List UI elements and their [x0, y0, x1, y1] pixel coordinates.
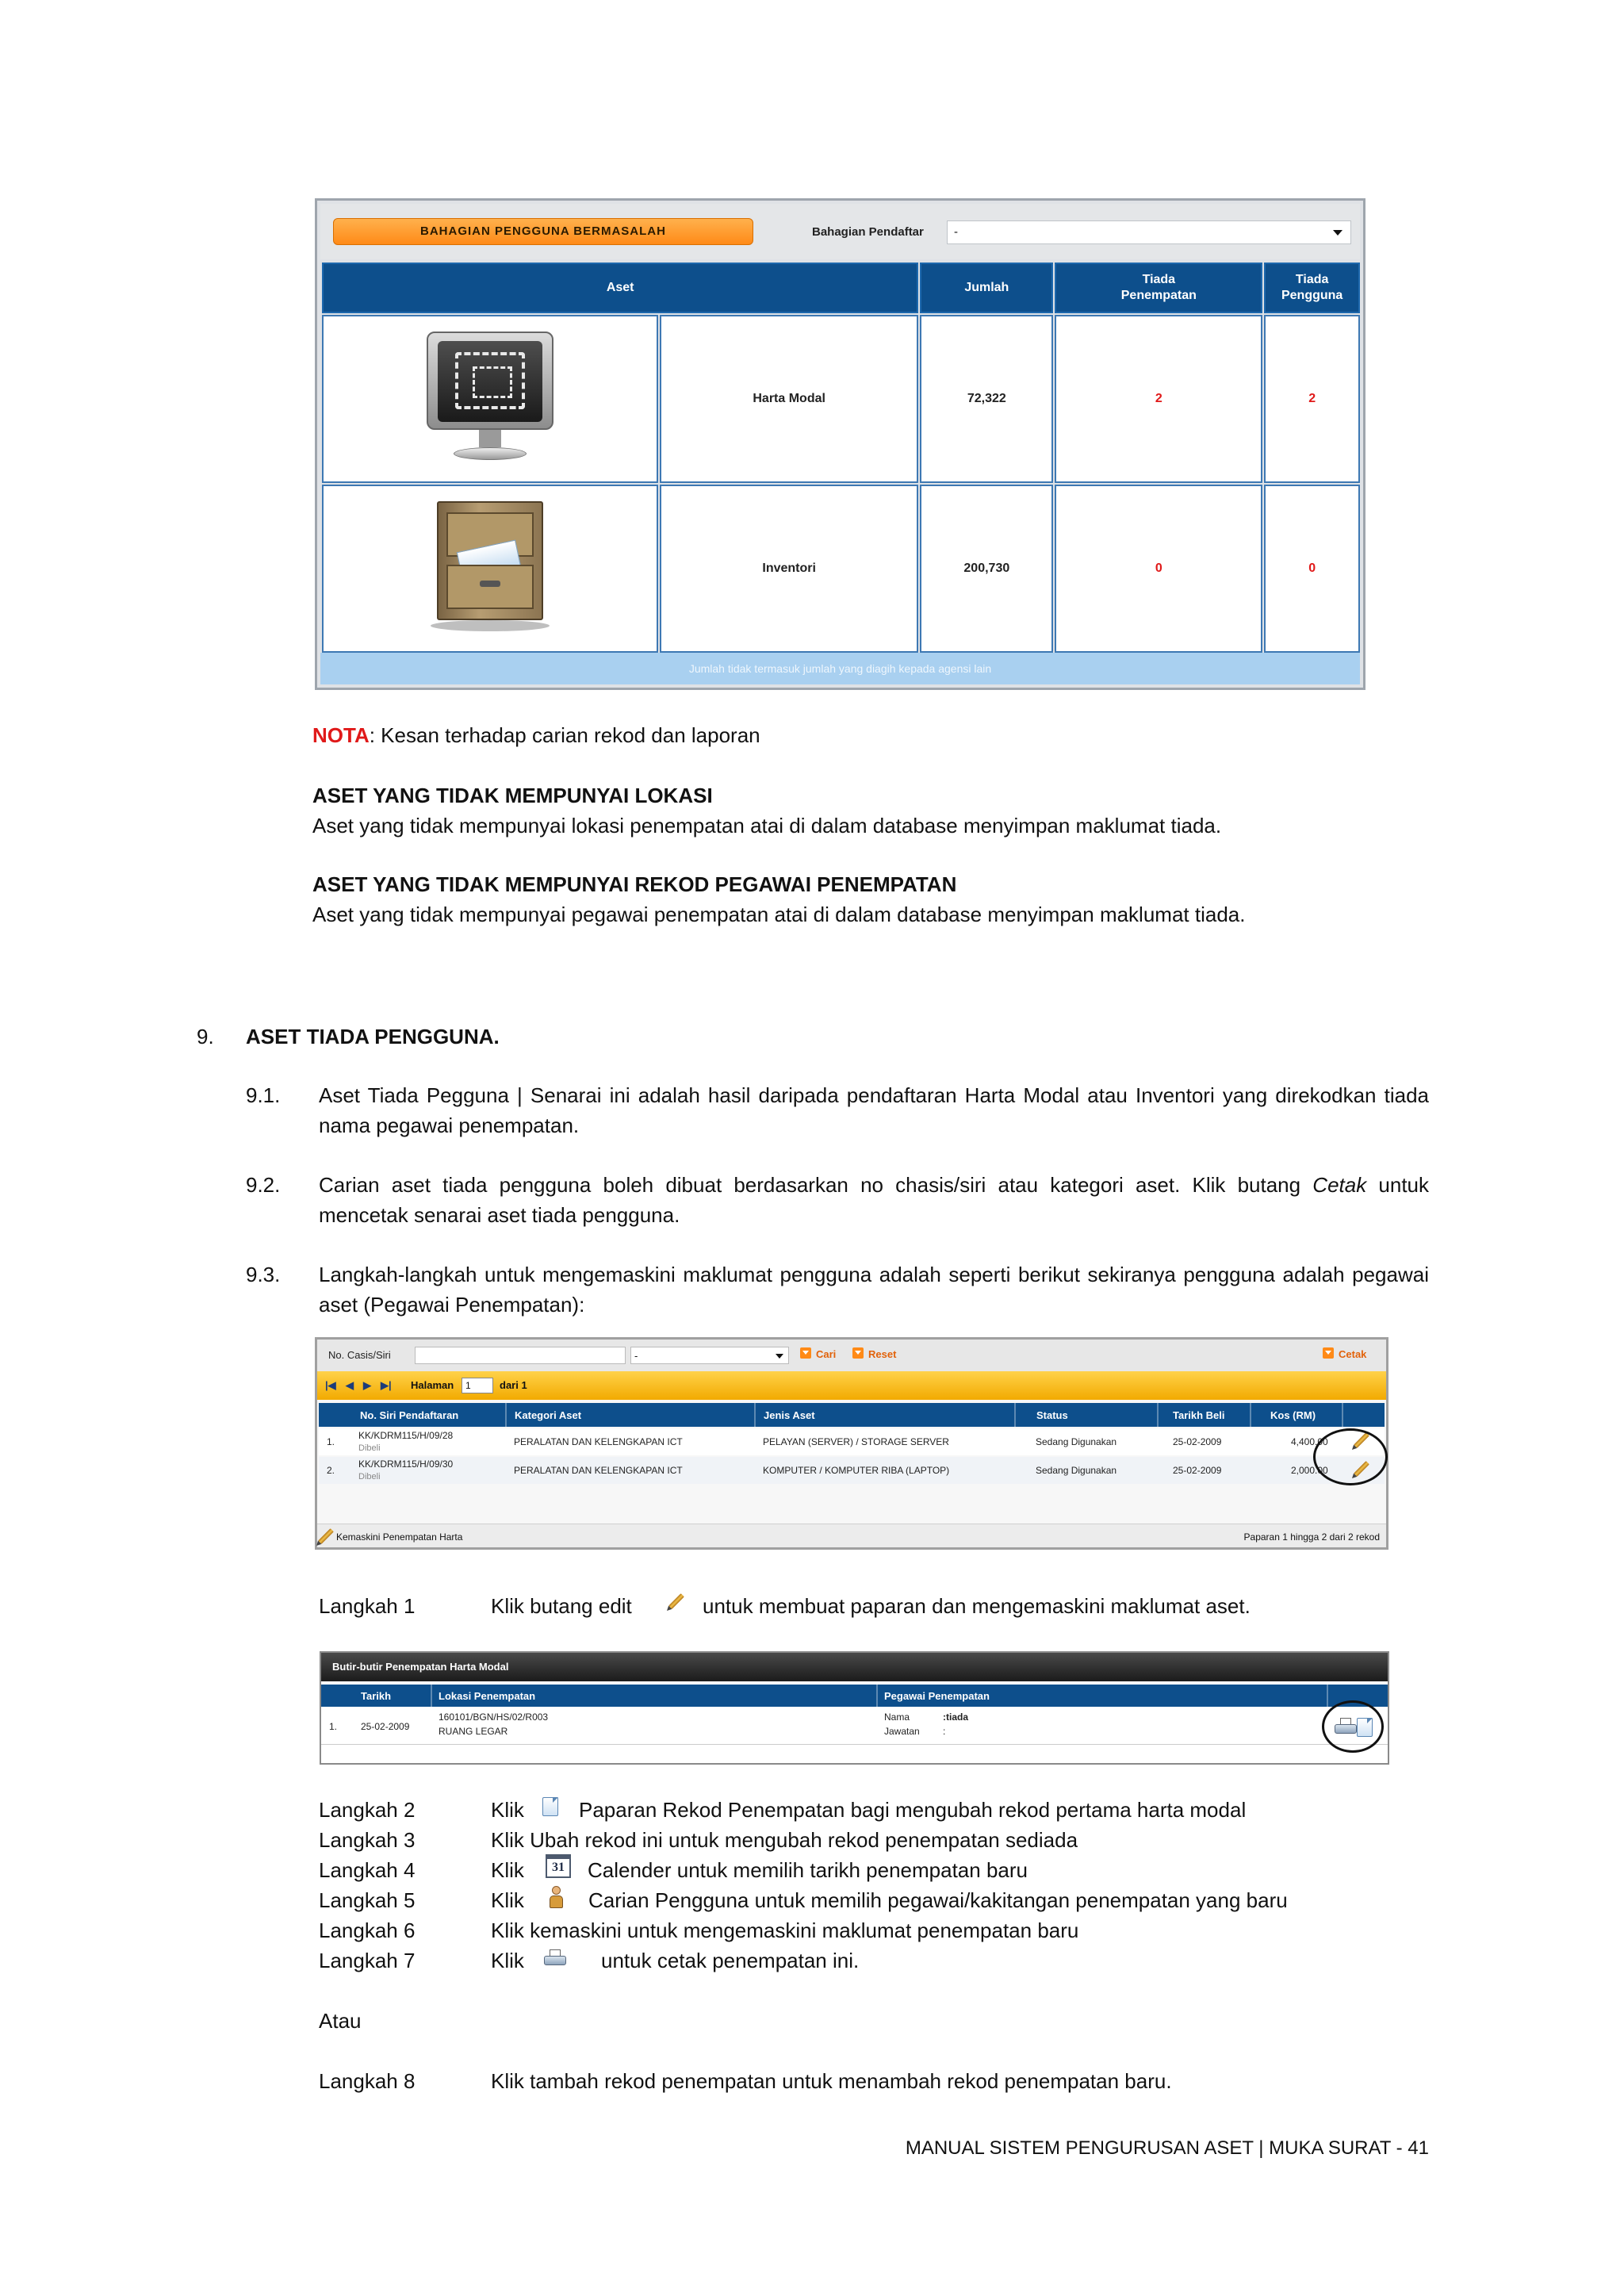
step-6-text: Klik kemaskini untuk mengemaskini maklumat penempatan baru	[491, 1918, 1079, 1942]
asset-total: 72,322	[920, 315, 1053, 483]
atau-text: Atau	[319, 2009, 362, 2033]
page-select[interactable]: 1	[462, 1378, 493, 1393]
user-search-icon	[547, 1886, 565, 1910]
section-pegawai-text: Aset yang tidak mempunyai pegawai penempatan atai di dalam database menyimpan maklumat tiada.	[312, 903, 1246, 926]
panel-title: Butir-butir Penempatan Harta Modal	[321, 1653, 1388, 1681]
header-tiada-pengguna-line1: Tiada	[1295, 273, 1329, 286]
officer-name-value: :tiada	[943, 1711, 969, 1723]
step-4-label: Langkah 4	[319, 1858, 416, 1882]
header-pegawai: Pegawai Penempatan	[884, 1690, 990, 1702]
serial-number: KK/KDRM115/H/09/28	[358, 1430, 454, 1441]
section-lokasi-text: Aset yang tidak mempunyai lokasi penempatan atai di dalam database menyimpan maklumat tiada.	[312, 814, 1222, 838]
no-user-count[interactable]: 0	[1264, 485, 1360, 653]
section9-title: ASET TIADA PENGGUNA.	[246, 1025, 500, 1048]
search-label: No. Casis/Siri	[328, 1349, 391, 1361]
last-page-icon[interactable]: ▶|	[381, 1379, 392, 1391]
no-placement-count[interactable]: 2	[1055, 315, 1262, 483]
header-tiada-pengguna-line2: Pengguna	[1281, 289, 1343, 302]
header-jumlah: Jumlah	[920, 263, 1053, 313]
nota-text: : Kesan terhadap carian rekod dan laporan	[369, 723, 760, 747]
asset-image-cell	[322, 485, 658, 653]
pagination-bar	[317, 1371, 1386, 1400]
header-tiada-penempatan-line2: Penempatan	[1120, 289, 1197, 302]
section-pegawai-title: ASET YANG TIDAK MEMPUNYAI REKOD PEGAWAI PENEMPATAN	[312, 872, 957, 896]
highlight-circle	[1313, 1428, 1388, 1485]
prev-page-icon[interactable]: ◀	[346, 1379, 354, 1391]
header-no-siri: No. Siri Pendaftaran	[360, 1409, 459, 1421]
placement-details-panel	[320, 1651, 1389, 1765]
header-kategori: Kategori Aset	[515, 1409, 582, 1421]
asset-type: PELAYAN (SERVER) / STORAGE SERVER	[763, 1436, 949, 1447]
header-tiada-pengguna	[1264, 263, 1360, 313]
asset-type: KOMPUTER / KOMPUTER RIBA (LAPTOP)	[763, 1465, 950, 1476]
page-footer: MANUAL SISTEM PENGURUSAN ASET | MUKA SURAT - 41	[905, 2137, 1429, 2159]
table-row	[321, 1708, 1388, 1745]
section-lokasi-title: ASET YANG TIDAK MEMPUNYAI LOKASI	[312, 784, 713, 807]
item-9-3-text: Langkah-langkah untuk mengemaskini maklumat pengguna adalah seperti berikut sekiranya pengguna adalah pegawai aset (Pegawai Penempatan):	[319, 1263, 1429, 1317]
step-2-text: Paparan Rekod Penempatan bagi mengubah rekod pertama harta modal	[579, 1798, 1247, 1822]
cetak-button[interactable]: Cetak	[1339, 1348, 1367, 1360]
nota-line	[312, 723, 760, 748]
calendar-icon: 31	[546, 1854, 571, 1878]
chevron-down-icon	[1333, 230, 1342, 236]
asset-list-panel	[315, 1337, 1388, 1550]
item-9-1-number: 9.1.	[246, 1083, 281, 1107]
chevron-down-icon	[776, 1354, 783, 1359]
step-6-label: Langkah 6	[319, 1918, 416, 1942]
document-icon	[542, 1797, 558, 1816]
cost: 2,000.00	[1291, 1465, 1328, 1476]
registrar-filter-value: -	[954, 225, 958, 239]
step-3-text: Klik Ubah rekod ini untuk mengubah rekod penempatan sediada	[491, 1828, 1078, 1852]
step-2-klik: Klik	[491, 1798, 524, 1822]
registrar-filter-select[interactable]	[947, 220, 1351, 244]
location-code: 160101/BGN/HS/02/R003	[439, 1711, 549, 1723]
asset-category: PERALATAN DAN KELENGKAPAN ICT	[514, 1436, 683, 1447]
placement-date: 25-02-2009	[361, 1721, 410, 1732]
step-5-label: Langkah 5	[319, 1888, 416, 1912]
item-9-2-text-before: Carian aset tiada pengguna boleh dibuat berdasarkan no chasis/siri atau kategori aset. Klik butang	[319, 1173, 1313, 1197]
category-select[interactable]	[630, 1347, 789, 1364]
item-9-1-text: Aset Tiada Pegguna | Senarai ini adalah hasil daripada pendaftaran Harta Modal atau Inventori yang direkodkan tiada nama pegawai penempatan.	[319, 1083, 1429, 1137]
asset-category: PERALATAN DAN KELENGKAPAN ICT	[514, 1465, 683, 1476]
asset-summary-table	[320, 261, 1362, 654]
step-2-label: Langkah 2	[319, 1798, 416, 1822]
acquisition-type: Dibeli	[358, 1472, 381, 1481]
row-number: 1.	[329, 1721, 338, 1732]
footer-edit-label[interactable]: Kemaskini Penempatan Harta	[336, 1531, 463, 1543]
asset-name[interactable]: Inventori	[660, 485, 918, 653]
row-number: 2.	[327, 1465, 335, 1476]
step-5-klik: Klik	[491, 1888, 524, 1912]
header-status: Status	[1036, 1409, 1068, 1421]
asset-image-cell	[322, 315, 658, 483]
step-1-text: untuk membuat paparan dan mengemaskini maklumat aset.	[703, 1594, 1251, 1618]
step-1-klik: Klik butang edit	[491, 1594, 632, 1618]
cari-button[interactable]: Cari	[816, 1348, 837, 1360]
item-9-2-text-italic: Cetak	[1312, 1173, 1367, 1197]
cost: 4,400.00	[1291, 1436, 1328, 1447]
step-4-text: Calender untuk memilih tarikh penempatan baru	[588, 1858, 1028, 1882]
item-9-2-text	[319, 1170, 1429, 1230]
table-footer-note: Jumlah tidak termasuk jumlah yang diagih kepada agensi lain	[320, 653, 1360, 684]
step-8-label: Langkah 8	[319, 2069, 416, 2093]
purchase-date: 25-02-2009	[1173, 1465, 1222, 1476]
print-icon	[1323, 1347, 1334, 1359]
header-tiada-penempatan-line1: Tiada	[1142, 273, 1176, 286]
location-name: RUANG LEGAR	[439, 1726, 508, 1737]
search-bar	[317, 1340, 1386, 1371]
asset-name[interactable]: Harta Modal	[660, 315, 918, 483]
item-9-2-number: 9.2.	[246, 1173, 281, 1197]
nota-label: NOTA	[312, 723, 370, 747]
step-3-label: Langkah 3	[319, 1828, 416, 1852]
serial-search-input[interactable]	[415, 1347, 626, 1364]
list-header	[319, 1403, 1385, 1427]
record-count: Paparan 1 hingga 2 dari 2 rekod	[1243, 1531, 1380, 1543]
halaman-label: Halaman	[411, 1379, 454, 1391]
step-1-label: Langkah 1	[319, 1594, 416, 1618]
print-icon	[544, 1949, 566, 1968]
problem-users-button[interactable]: BAHAGIAN PENGGUNA BERMASALAH	[333, 218, 753, 245]
officer-name-label: Nama	[884, 1711, 910, 1723]
header-kos: Kos (RM)	[1270, 1409, 1316, 1421]
no-user-count[interactable]: 2	[1264, 315, 1360, 483]
step-7-klik: Klik	[491, 1949, 524, 1972]
no-placement-count[interactable]: 0	[1055, 485, 1262, 653]
officer-position-label: Jawatan	[884, 1726, 920, 1737]
header-tiada-penempatan	[1055, 263, 1262, 313]
first-page-icon[interactable]: |◀	[325, 1379, 336, 1391]
reset-button[interactable]: Reset	[868, 1348, 897, 1360]
step-7-text: untuk cetak penempatan ini.	[601, 1949, 860, 1972]
details-header	[321, 1685, 1388, 1707]
reset-icon	[852, 1347, 864, 1359]
problem-users-panel	[315, 198, 1365, 690]
filing-cabinet-icon	[431, 501, 550, 636]
header-jenis: Jenis Aset	[764, 1409, 815, 1421]
table-row	[322, 485, 1360, 653]
next-page-icon[interactable]: ▶	[363, 1379, 371, 1391]
step-8-text: Klik tambah rekod penempatan untuk menambah rekod penempatan baru.	[491, 2069, 1172, 2093]
page-total: dari 1	[500, 1379, 527, 1391]
registrar-filter-label: Bahagian Pendaftar	[812, 225, 924, 239]
table-row[interactable]	[319, 1428, 1385, 1455]
monitor-icon	[427, 332, 553, 466]
table-row[interactable]	[319, 1457, 1385, 1484]
header-aset: Aset	[322, 263, 918, 313]
item-9-3-number: 9.3.	[246, 1263, 281, 1286]
officer-position-value: :	[943, 1726, 946, 1737]
edit-icon	[318, 1528, 334, 1544]
asset-status: Sedang Digunakan	[1036, 1436, 1117, 1447]
section9-number: 9.	[197, 1025, 214, 1048]
purchase-date: 25-02-2009	[1173, 1436, 1222, 1447]
asset-total: 200,730	[920, 485, 1053, 653]
step-4-klik: Klik	[491, 1858, 524, 1882]
step-7-label: Langkah 7	[319, 1949, 416, 1972]
serial-number: KK/KDRM115/H/09/30	[358, 1458, 454, 1470]
category-select-value: -	[634, 1350, 638, 1362]
step-5-text: Carian Pengguna untuk memilih pegawai/kakitangan penempatan yang baru	[588, 1888, 1288, 1912]
search-icon	[800, 1347, 811, 1359]
list-footer	[317, 1524, 1386, 1547]
edit-icon	[668, 1593, 684, 1609]
row-number: 1.	[327, 1436, 335, 1447]
table-row	[322, 315, 1360, 483]
asset-status: Sedang Digunakan	[1036, 1465, 1117, 1476]
highlight-circle	[1322, 1700, 1384, 1753]
acquisition-type: Dibeli	[358, 1443, 381, 1453]
item-9-2-text-after: untuk mencetak senarai aset tiada pengguna.	[319, 1173, 1430, 1227]
panel-toolbar	[320, 204, 1360, 259]
header-tarikh-beli: Tarikh Beli	[1173, 1409, 1225, 1421]
header-lokasi: Lokasi Penempatan	[439, 1690, 536, 1702]
header-tarikh: Tarikh	[361, 1690, 392, 1702]
